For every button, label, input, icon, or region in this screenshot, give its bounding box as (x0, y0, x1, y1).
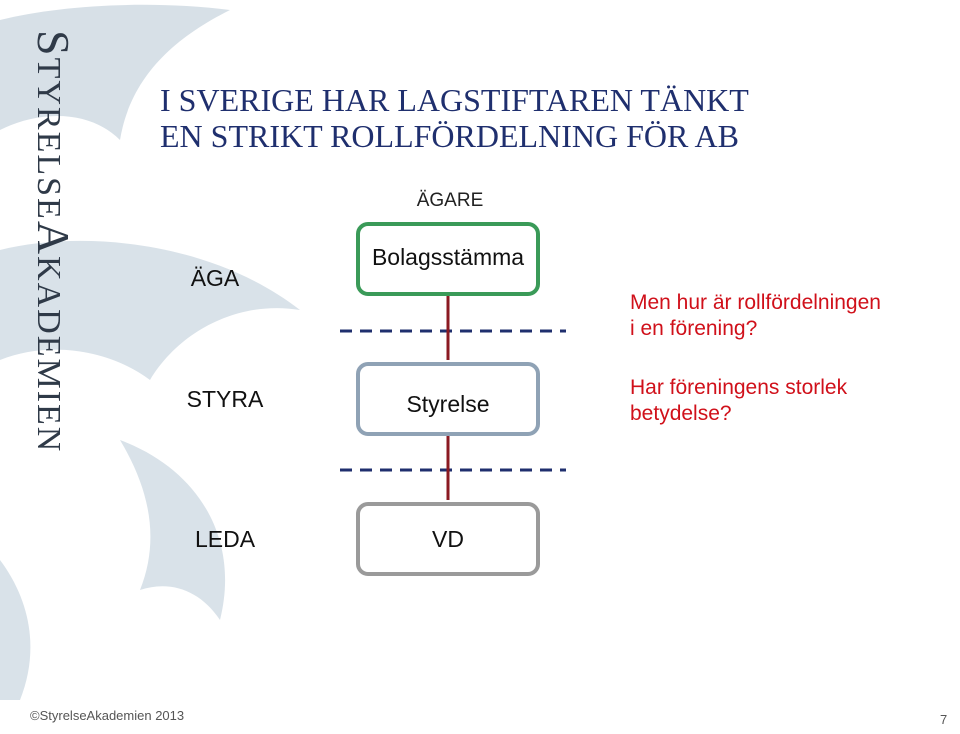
box-vd (356, 502, 540, 576)
level-label-aga: ÄGA (190, 265, 240, 291)
slide-title-line1: I SVERIGE HAR LAGSTIFTAREN TÄNKT (160, 82, 749, 118)
logo-part2: KADEMIEN (30, 256, 67, 454)
vertical-logo (28, 30, 78, 670)
question2-line2: betydelse? (630, 402, 732, 425)
box-bolagsstamma-label: Bolagsstämma (371, 243, 525, 270)
logo-initial: S (28, 30, 79, 58)
box-styrelse (356, 362, 540, 436)
slide-title-line2: EN STRIKT ROLLFÖRDELNING FÖR AB (160, 118, 739, 154)
question-rollfordelning (630, 290, 940, 342)
swirl-shape-left (0, 560, 30, 700)
logo-initial2: A (28, 220, 79, 257)
copyright-icon: © (30, 708, 40, 723)
question2-line1: Har föreningens storlek (630, 376, 848, 399)
level-label-styra: STYRA (186, 386, 264, 412)
logo-part1: TYRELSE (30, 57, 67, 221)
owner-label: ÄGARE (416, 190, 484, 211)
question1-line2: i en förening? (630, 317, 758, 340)
page-number: 7 (940, 712, 948, 727)
footer-copyright-text: StyrelseAkademien 2013 (39, 708, 185, 723)
box-styrelse-label: Styrelse (406, 390, 490, 417)
question-storlek (630, 375, 940, 427)
slide-title (160, 82, 920, 154)
footer-copyright (30, 708, 184, 723)
question1-line1: Men hur är rollfördelningen (630, 291, 881, 314)
level-label-leda: LEDA (194, 526, 256, 552)
box-vd-label: VD (432, 525, 464, 552)
box-bolagsstamma (356, 222, 540, 296)
